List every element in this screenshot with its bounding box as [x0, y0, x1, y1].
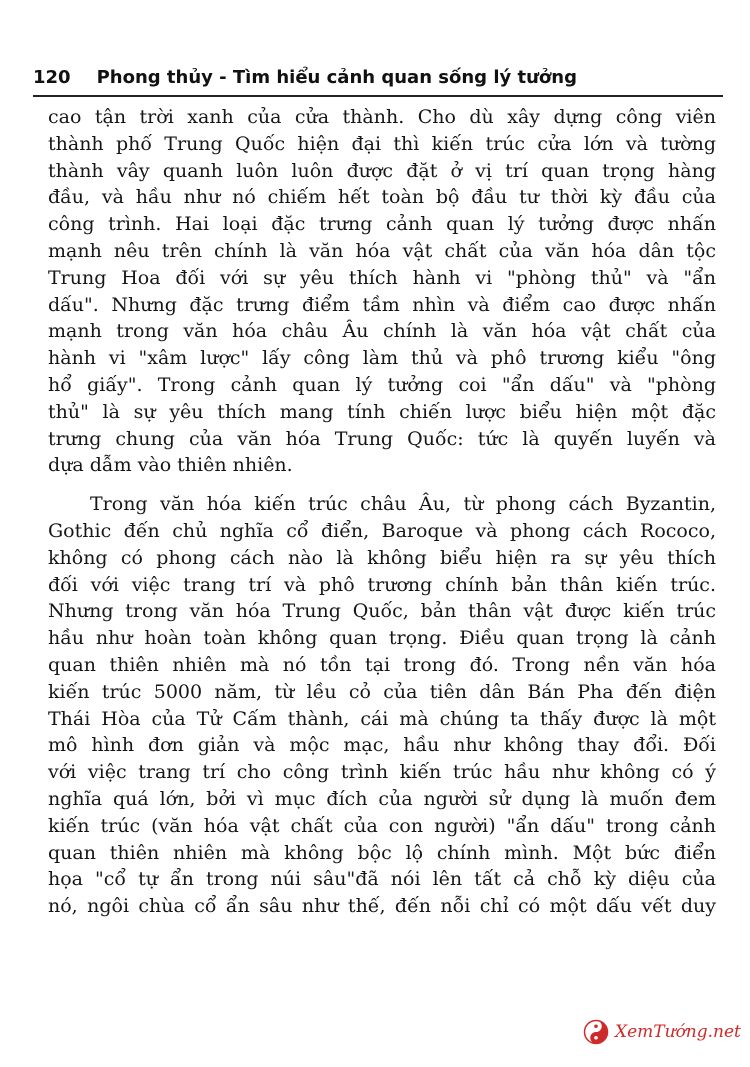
watermark-text: XemTướng.net: [615, 1022, 741, 1042]
text-line: hầu như hoàn toàn không quan trọng. Điều quan trọng là cảnh: [48, 627, 716, 650]
text-line: quan thiên nhiên mà không bộc lộ chính mình. Một bức điển: [48, 841, 716, 864]
text-line: nghĩa quá lớn, bởi vì mục đích của người sử dụng là muốn đem: [48, 787, 716, 810]
text-line: đầu, và hầu như nó chiếm hết toàn bộ đầu tư thời kỳ đầu của: [48, 186, 716, 209]
paragraph-1: [48, 104, 716, 479]
text-line: công trình. Hai loại đặc trưng cảnh quan lý tưởng được nhấn: [48, 213, 716, 236]
text-line: Trung Hoa đối với sự yêu thích hành vi "phòng thủ" và "ẩn: [48, 266, 716, 289]
page-number: 120: [33, 67, 71, 88]
text-line: với việc trang trí cho công trình kiến trúc hầu như không có ý: [48, 761, 716, 784]
running-header: [33, 66, 713, 94]
text-line: trưng chung của văn hóa Trung Quốc: tức là quyến luyến và: [48, 427, 716, 450]
body-text: [48, 104, 716, 920]
header-rule: [33, 95, 723, 97]
paragraph-2: [48, 491, 716, 920]
text-line: thành vây quanh luôn luôn được đặt ở vị trí quan trọng hàng: [48, 159, 716, 182]
text-line: đối với việc trang trí và phô trương chính bản thân kiến trúc.: [48, 573, 716, 596]
yin-yang-icon: [583, 1019, 609, 1045]
text-line: thủ" là sự yêu thích mang tính chiến lược biểu hiện một đặc: [48, 400, 716, 423]
running-title: Phong thủy - Tìm hiểu cảnh quan sống lý tưởng: [96, 67, 577, 88]
text-line: họa "cổ tự ẩn trong núi sâu"đã nói lên tất cả chỗ kỳ diệu của: [48, 868, 716, 891]
text-line: cao tận trời xanh của cửa thành. Cho dù xây dựng công viên: [48, 106, 716, 128]
text-line: mạnh nêu trên chính là văn hóa vật chất của văn hóa dân tộc: [48, 239, 716, 262]
text-line: dựa dẫm vào thiên nhiên.: [48, 454, 293, 477]
text-line: mô hình đơn giản và mộc mạc, hầu như không thay đổi. Đối: [48, 734, 716, 757]
text-line: Nhưng trong văn hóa Trung Quốc, bản thân vật được kiến trúc: [48, 600, 716, 623]
text-line: không có phong cách nào là không biểu hiện ra sự yêu thích: [48, 546, 716, 569]
text-line: Thái Hòa của Tử Cấm thành, cái mà chúng ta thấy được là một: [48, 707, 716, 730]
watermark: [583, 1016, 743, 1048]
text-line: kiến trúc (văn hóa vật chất của con người) "ẩn dấu" trong cảnh: [48, 814, 716, 837]
text-line: quan thiên nhiên mà nó tồn tại trong đó. Trong nền văn hóa: [48, 653, 716, 676]
text-line: thành phố Trung Quốc hiện đại thì kiến trúc cửa lớn và tường: [48, 132, 716, 155]
text-line: Trong văn hóa kiến trúc châu Âu, từ phong cách Byzantin,: [90, 493, 716, 516]
text-line: Gothic đến chủ nghĩa cổ điển, Baroque và phong cách Rococo,: [48, 519, 716, 542]
text-line: dấu". Nhưng đặc trưng điểm tầm nhìn và điểm cao được nhấn: [48, 293, 716, 316]
text-line: hành vi "xâm lược" lấy công làm thủ và phô trương kiểu "ông: [48, 347, 716, 370]
text-line: hổ giấy". Trong cảnh quan lý tưởng coi "ẩn dấu" và "phòng: [48, 373, 716, 396]
text-line: kiến trúc 5000 năm, từ lều cỏ của tiên dân Bán Pha đến điện: [48, 680, 716, 703]
text-line: mạnh trong văn hóa châu Âu chính là văn hóa vật chất của: [48, 320, 716, 343]
text-line: nó, ngôi chùa cổ ẩn sâu như thế, đến nỗi chỉ có một dấu vết duy: [48, 895, 716, 918]
